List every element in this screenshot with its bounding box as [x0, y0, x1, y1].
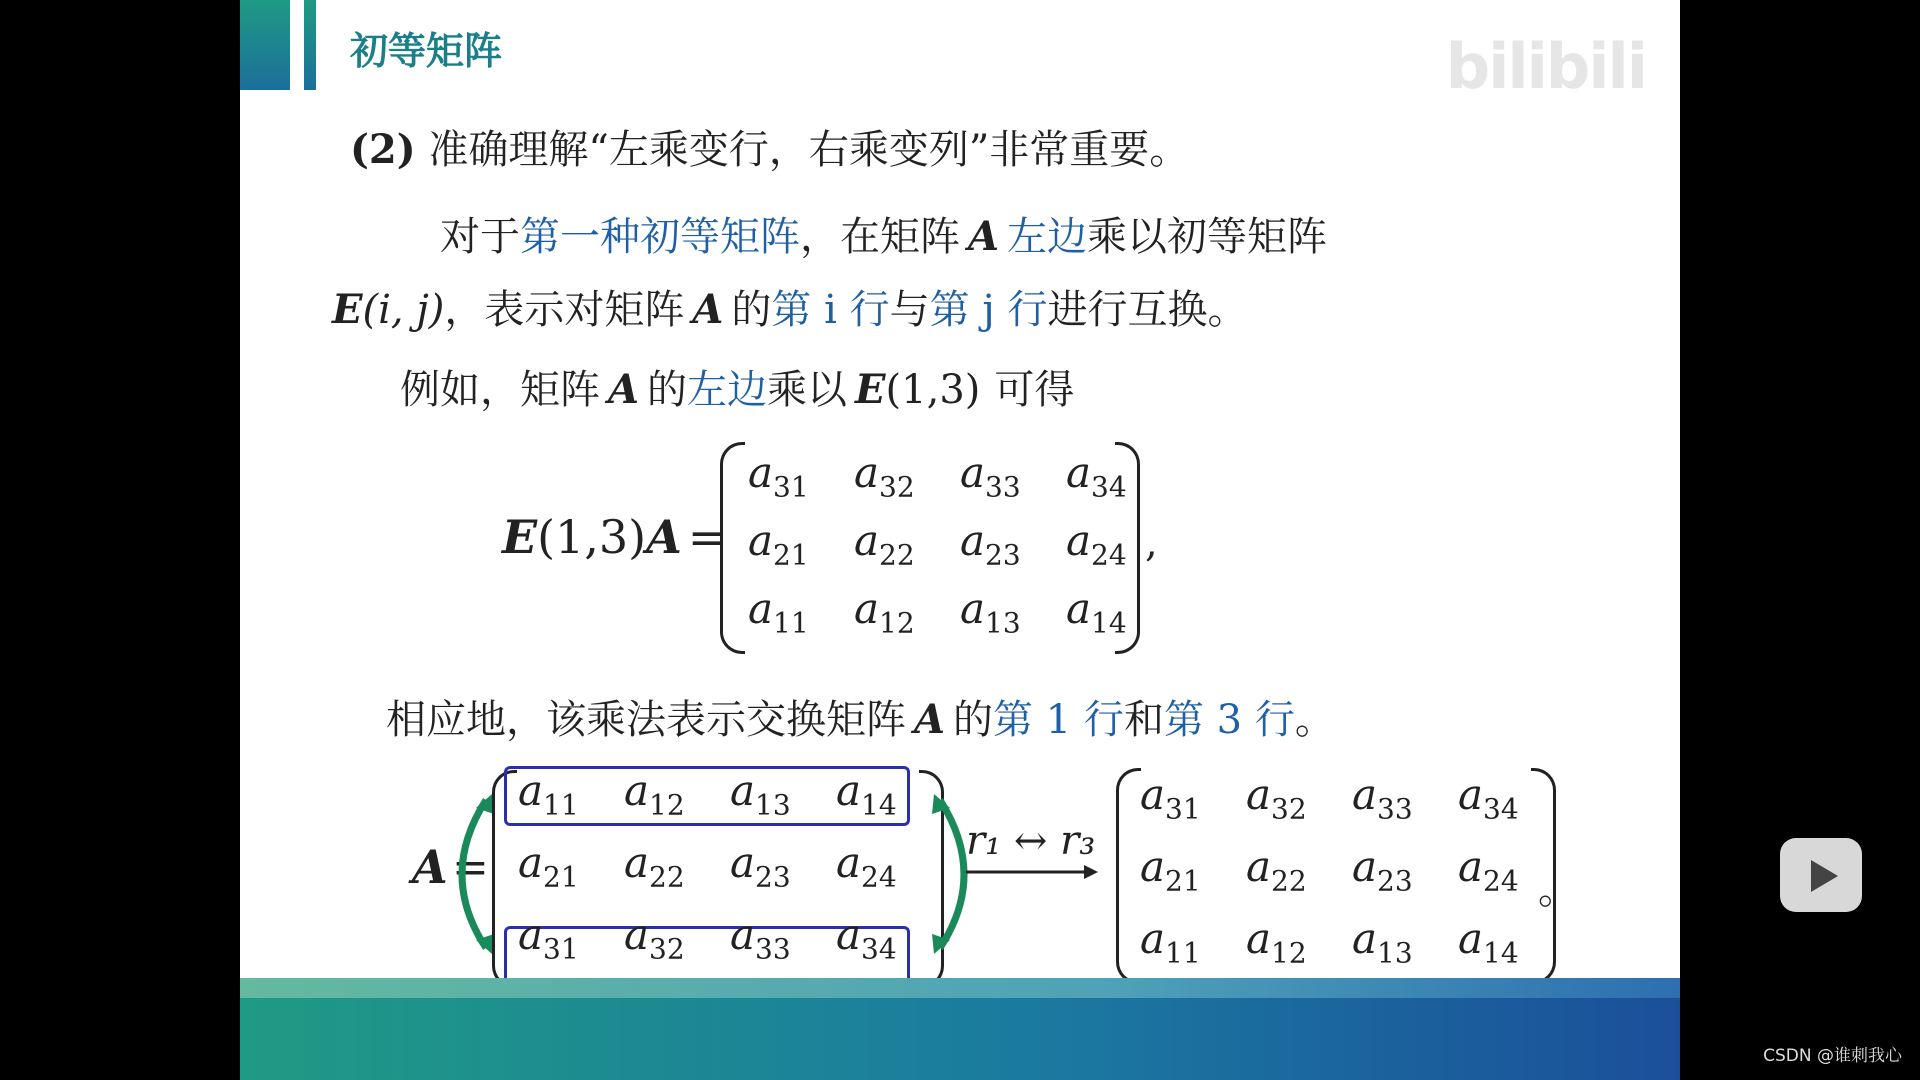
title-accent-gap: [290, 0, 304, 90]
matrix-entry: $a_{13}$: [1352, 914, 1413, 970]
text-segment: 进行互换。: [1047, 287, 1248, 333]
matrix-entry: $a_{33}$: [1352, 770, 1413, 826]
swap-arrow-left: [440, 790, 500, 960]
matrix-entry: $a_{22}$: [624, 838, 685, 894]
matrix-entry: $a_{31}$: [1140, 770, 1201, 826]
footer-bar: [240, 998, 1680, 1080]
statement-text: 准确理解“左乘变行，右乘变列”非常重要。: [428, 127, 1190, 173]
bilibili-watermark: bilibili: [1445, 30, 1646, 103]
matrix-entry: $a_{32}$: [624, 910, 685, 966]
text-segment: 对于: [440, 214, 520, 260]
left-paren: [720, 442, 745, 654]
matrix-symbol: A: [914, 696, 946, 743]
comma: ,: [1145, 520, 1158, 566]
matrix-entry: $a_{11}$: [1140, 914, 1201, 970]
matrix-entry: $a_{21}$: [518, 838, 579, 894]
matrix-entry: $a_{12}$: [1246, 914, 1307, 970]
matrix-entry: $a_{32}$: [1246, 770, 1307, 826]
item-number: (2): [350, 126, 416, 173]
equals-sign: =: [687, 510, 727, 564]
explanation-line-1: [440, 205, 1327, 262]
slide: [240, 0, 1680, 1080]
matrix-entry: $a_{14}$: [1066, 584, 1127, 640]
highlight-term: 第 i 行: [771, 287, 890, 333]
elementary-matrix-symbol: E: [502, 510, 538, 564]
highlight-term: 左边: [1007, 214, 1088, 260]
text-segment: 的: [953, 697, 994, 743]
matrix-symbol: A: [692, 286, 724, 333]
text-segment: 与: [889, 287, 930, 333]
slide-title: 初等矩阵: [350, 29, 503, 73]
conclusion-line: [386, 688, 1335, 745]
matrix-entry: $a_{12}$: [624, 766, 685, 822]
matrix-entry: $a_{34}$: [836, 910, 897, 966]
text-segment: 例如，矩阵: [400, 367, 600, 413]
statement-line: [350, 118, 1189, 175]
matrix-entry: $a_{33}$: [960, 448, 1021, 504]
title-accent-bar: [240, 0, 290, 90]
matrix-entry: $a_{11}$: [748, 584, 809, 640]
matrix-symbol: A: [968, 213, 1000, 260]
play-icon: [1780, 838, 1862, 912]
matrix-entry: $a_{24}$: [1458, 842, 1519, 898]
text-segment: 乘以初等矩阵: [1087, 214, 1328, 260]
matrix-entry: $a_{23}$: [960, 516, 1021, 572]
matrix-args: (i, j): [362, 287, 445, 333]
equals-sign: =: [452, 842, 489, 893]
text-segment: 。: [1294, 697, 1335, 743]
equation-1-lhs: [502, 510, 726, 564]
matrix-entry: $a_{32}$: [854, 448, 915, 504]
text-segment: ，在矩阵: [800, 214, 960, 260]
matrix-entry: $a_{24}$: [1066, 516, 1127, 572]
transform-arrow: [966, 862, 1098, 882]
matrix-entry: $a_{23}$: [730, 838, 791, 894]
text-segment: 可得: [994, 367, 1075, 413]
matrix-entry: $a_{24}$: [836, 838, 897, 894]
highlight-term: 左边: [687, 367, 768, 413]
matrix-entry: $a_{31}$: [518, 910, 579, 966]
matrix-entry: $a_{14}$: [836, 766, 897, 822]
matrix-entry: $a_{14}$: [1458, 914, 1519, 970]
original-matrix: [498, 766, 938, 986]
explanation-line-2: [332, 278, 1247, 335]
matrix-symbol: A: [412, 840, 448, 894]
period: 。: [1538, 867, 1578, 913]
matrix-symbol: A: [646, 510, 682, 564]
text-segment: 相应地，该乘法表示交换矩阵: [386, 697, 906, 743]
highlight-term: 第 3 行: [1163, 697, 1295, 743]
matrix-entry: $a_{22}$: [1246, 842, 1307, 898]
text-segment: 乘以: [767, 367, 848, 413]
text-segment: 的: [731, 287, 772, 333]
matrix-entry: $a_{34}$: [1066, 448, 1127, 504]
highlight-term: 第一种初等矩阵: [520, 214, 800, 260]
footer-strip: [240, 978, 1680, 998]
matrix-entry: $a_{34}$: [1458, 770, 1519, 826]
elementary-matrix-symbol: E: [855, 366, 886, 413]
matrix-entry: $a_{13}$: [960, 584, 1021, 640]
text-segment: 的: [647, 367, 688, 413]
matrix-entry: $a_{13}$: [730, 766, 791, 822]
matrix-args: (1,3): [885, 367, 981, 413]
matrix-entry: $a_{33}$: [730, 910, 791, 966]
matrix-entry: $a_{21}$: [1140, 842, 1201, 898]
text-segment: ，表示对矩阵: [444, 287, 685, 333]
swapped-matrix: [720, 442, 1140, 652]
left-paren: [1116, 768, 1141, 984]
result-matrix: [1116, 768, 1556, 984]
matrix-entry: $a_{22}$: [854, 516, 915, 572]
matrix-args: (1,3): [537, 510, 647, 564]
matrix-entry: $a_{11}$: [518, 766, 579, 822]
csdn-watermark: CSDN @谁刺我心: [1763, 1046, 1902, 1066]
highlight-term: 第 1 行: [993, 697, 1124, 743]
title-accent-thin-bar: [304, 0, 316, 90]
matrix-entry: $a_{31}$: [748, 448, 809, 504]
example-line: [400, 358, 1074, 415]
matrix-entry: $a_{23}$: [1352, 842, 1413, 898]
matrix-entry: $a_{21}$: [748, 516, 809, 572]
text-segment: 和: [1123, 697, 1164, 743]
matrix-symbol: A: [608, 366, 640, 413]
matrix-entry: $a_{12}$: [854, 584, 915, 640]
row-swap-label: r₁ ↔ r₃: [966, 818, 1096, 864]
play-button[interactable]: [1780, 838, 1862, 912]
elementary-matrix-symbol: E: [332, 286, 363, 333]
highlight-term: 第 j 行: [929, 287, 1048, 333]
